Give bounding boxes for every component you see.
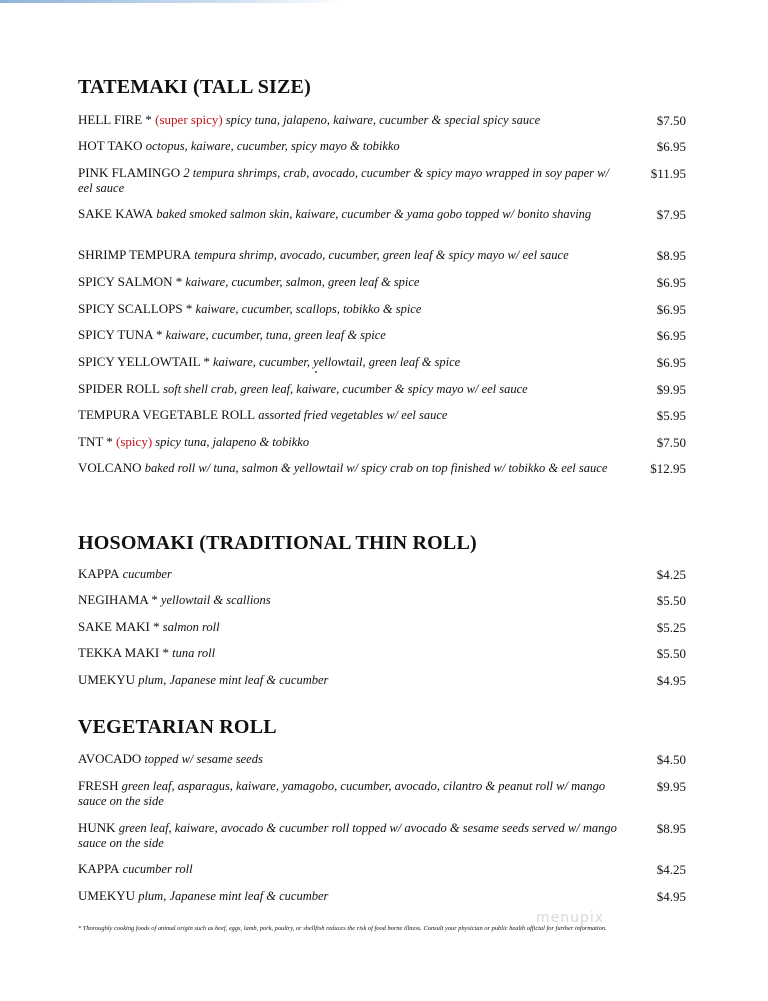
raw-warning-star: *: [182, 301, 193, 316]
menu-item: [78, 862, 686, 877]
item-price: $5.50: [656, 593, 686, 608]
item-price: $4.50: [656, 752, 686, 767]
menu-item: [78, 139, 686, 154]
item-price: $5.95: [656, 408, 686, 423]
menu-item: [78, 248, 686, 263]
menu-item: [78, 166, 686, 195]
item-name: UMEKYU: [78, 672, 136, 687]
menu-item: [78, 113, 686, 128]
item-description: plum, Japanese mint leaf & cucumber: [135, 889, 329, 903]
item-description: cucumber roll: [119, 862, 193, 876]
item-name: SPICY TUNA: [78, 327, 153, 342]
item-name: FRESH: [78, 778, 119, 793]
item-description: baked smoked salmon skin, kaiware, cucumber & yama gobo topped w/ bonito shaving: [153, 207, 592, 221]
item-name: SHRIMP TEMPURA: [78, 247, 192, 262]
item-description: tuna roll: [169, 646, 216, 660]
item-price: $7.50: [656, 113, 686, 128]
menu-item: [78, 593, 686, 608]
item-price: $5.50: [656, 646, 686, 661]
item-price: $7.95: [656, 207, 686, 222]
watermark: menupix: [536, 910, 605, 926]
item-description: topped w/ sesame seeds: [141, 752, 263, 766]
item-description: plum, Japanese mint leaf & cucumber: [135, 673, 329, 687]
item-name: TEMPURA VEGETABLE ROLL: [78, 407, 256, 422]
item-description: salmon roll: [159, 620, 220, 634]
scan-speck: [315, 371, 317, 373]
menu-item: [78, 207, 686, 222]
menu-item: [78, 620, 686, 635]
item-price: $6.95: [656, 328, 686, 343]
menu-item: [78, 779, 686, 808]
item-price: $6.95: [656, 275, 686, 290]
scan-top-edge: [0, 0, 768, 3]
raw-warning-star: *: [142, 112, 152, 127]
menu-item: [78, 382, 686, 397]
item-description: kaiware, cucumber, tuna, green leaf & spice: [162, 328, 386, 342]
item-price: $6.95: [656, 302, 686, 317]
item-price: $6.95: [656, 355, 686, 370]
item-name: SPICY SALMON: [78, 274, 173, 289]
item-name: PINK FLAMINGO: [78, 165, 181, 180]
item-name: SAKE MAKI: [78, 619, 150, 634]
item-price: $9.95: [656, 382, 686, 397]
item-name: HUNK: [78, 820, 116, 835]
raw-warning-star: *: [103, 434, 113, 449]
raw-warning-star: *: [172, 274, 183, 289]
section-title-tatemaki: TATEMAKI (TALL SIZE): [78, 76, 311, 98]
menu-item: [78, 461, 686, 476]
item-name: SPICY YELLOWTAIL: [78, 354, 201, 369]
item-name: SPICY SCALLOPS: [78, 301, 183, 316]
menu-item: [78, 567, 686, 582]
raw-warning-star: *: [200, 354, 210, 369]
menu-item: [78, 646, 686, 661]
section-title-vegetarian: VEGETARIAN ROLL: [78, 716, 277, 738]
item-description: kaiware, cucumber, yellowtail, green leaf & spice: [209, 355, 461, 369]
item-price: $6.95: [656, 139, 686, 154]
food-safety-footnote: * Thoroughly cooking foods of animal origin such as beef, eggs, lamb, pork, poultry, or shellfish reduces the risk of food borne illness. Consult your physician or public health official for further information.: [78, 925, 607, 932]
item-price: $4.25: [656, 567, 686, 582]
item-price: $5.25: [656, 620, 686, 635]
item-description: assorted fried vegetables w/ eel sauce: [255, 408, 448, 422]
spicy-tag: (spicy): [112, 434, 153, 449]
item-name: HOT TAKO: [78, 138, 143, 153]
item-description: soft shell crab, green leaf, kaiware, cucumber & spicy mayo w/ eel sauce: [159, 382, 528, 396]
item-description: green leaf, asparagus, kaiware, yamagobo, cucumber, avocado, cilantro & peanut roll w/ mango sauce on the side: [78, 779, 606, 808]
item-description: yellowtail & scallions: [157, 593, 271, 607]
item-description: baked roll w/ tuna, salmon & yellowtail w/ spicy crab on top finished w/ tobikko & eel sauce: [141, 461, 608, 475]
item-name: AVOCADO: [78, 751, 142, 766]
item-name: HELL FIRE: [78, 112, 143, 127]
item-price: $12.95: [650, 461, 686, 476]
item-description: 2 tempura shrimps, crab, avocado, cucumber & spicy mayo wrapped in soy paper w/ eel sauce: [78, 166, 609, 195]
item-description: spicy tuna, jalapeno & tobikko: [152, 435, 310, 449]
section-title-hosomaki: HOSOMAKI (TRADITIONAL THIN ROLL): [78, 532, 477, 554]
item-price: $8.95: [656, 248, 686, 263]
item-name: SAKE KAWA: [78, 206, 154, 221]
item-name: TNT: [78, 434, 104, 449]
menu-item: [78, 673, 686, 688]
item-description: kaiware, cucumber, scallops, tobikko & spice: [192, 302, 422, 316]
item-name: KAPPA: [78, 566, 120, 581]
item-description: kaiware, cucumber, salmon, green leaf & spice: [182, 275, 420, 289]
item-name: SPIDER ROLL: [78, 381, 160, 396]
item-price: $11.95: [650, 166, 686, 181]
raw-warning-star: *: [152, 327, 163, 342]
item-name: TEKKA MAKI: [78, 645, 160, 660]
menu-item: [78, 302, 686, 317]
item-description: tempura shrimp, avocado, cucumber, green leaf & spicy mayo w/ eel sauce: [191, 248, 569, 262]
spicy-tag: (super spicy): [151, 112, 223, 127]
menu-item: [78, 328, 686, 343]
item-price: $4.25: [656, 862, 686, 877]
item-name: VOLCANO: [78, 460, 142, 475]
raw-warning-star: *: [148, 592, 158, 607]
menu-item: [78, 355, 686, 370]
item-name: NEGIHAMA: [78, 592, 149, 607]
raw-warning-star: *: [159, 645, 169, 660]
item-description: octopus, kaiware, cucumber, spicy mayo & tobikko: [142, 139, 400, 153]
item-description: spicy tuna, jalapeno, kaiware, cucumber & special spicy sauce: [222, 113, 541, 127]
item-price: $4.95: [656, 673, 686, 688]
item-name: KAPPA: [78, 861, 120, 876]
item-price: $9.95: [656, 779, 686, 794]
menu-item: [78, 408, 686, 423]
item-description: green leaf, kaiware, avocado & cucumber roll topped w/ avocado & sesame seeds served w/ mango sauce on the side: [78, 821, 617, 850]
menu-item: [78, 889, 686, 904]
menu-item: [78, 275, 686, 290]
menu-item: [78, 821, 686, 850]
item-name: UMEKYU: [78, 888, 136, 903]
raw-warning-star: *: [149, 619, 160, 634]
item-price: $7.50: [656, 435, 686, 450]
item-price: $4.95: [656, 889, 686, 904]
menu-item: [78, 435, 686, 450]
item-description: cucumber: [119, 567, 172, 581]
item-price: $8.95: [656, 821, 686, 836]
menu-item: [78, 752, 686, 767]
